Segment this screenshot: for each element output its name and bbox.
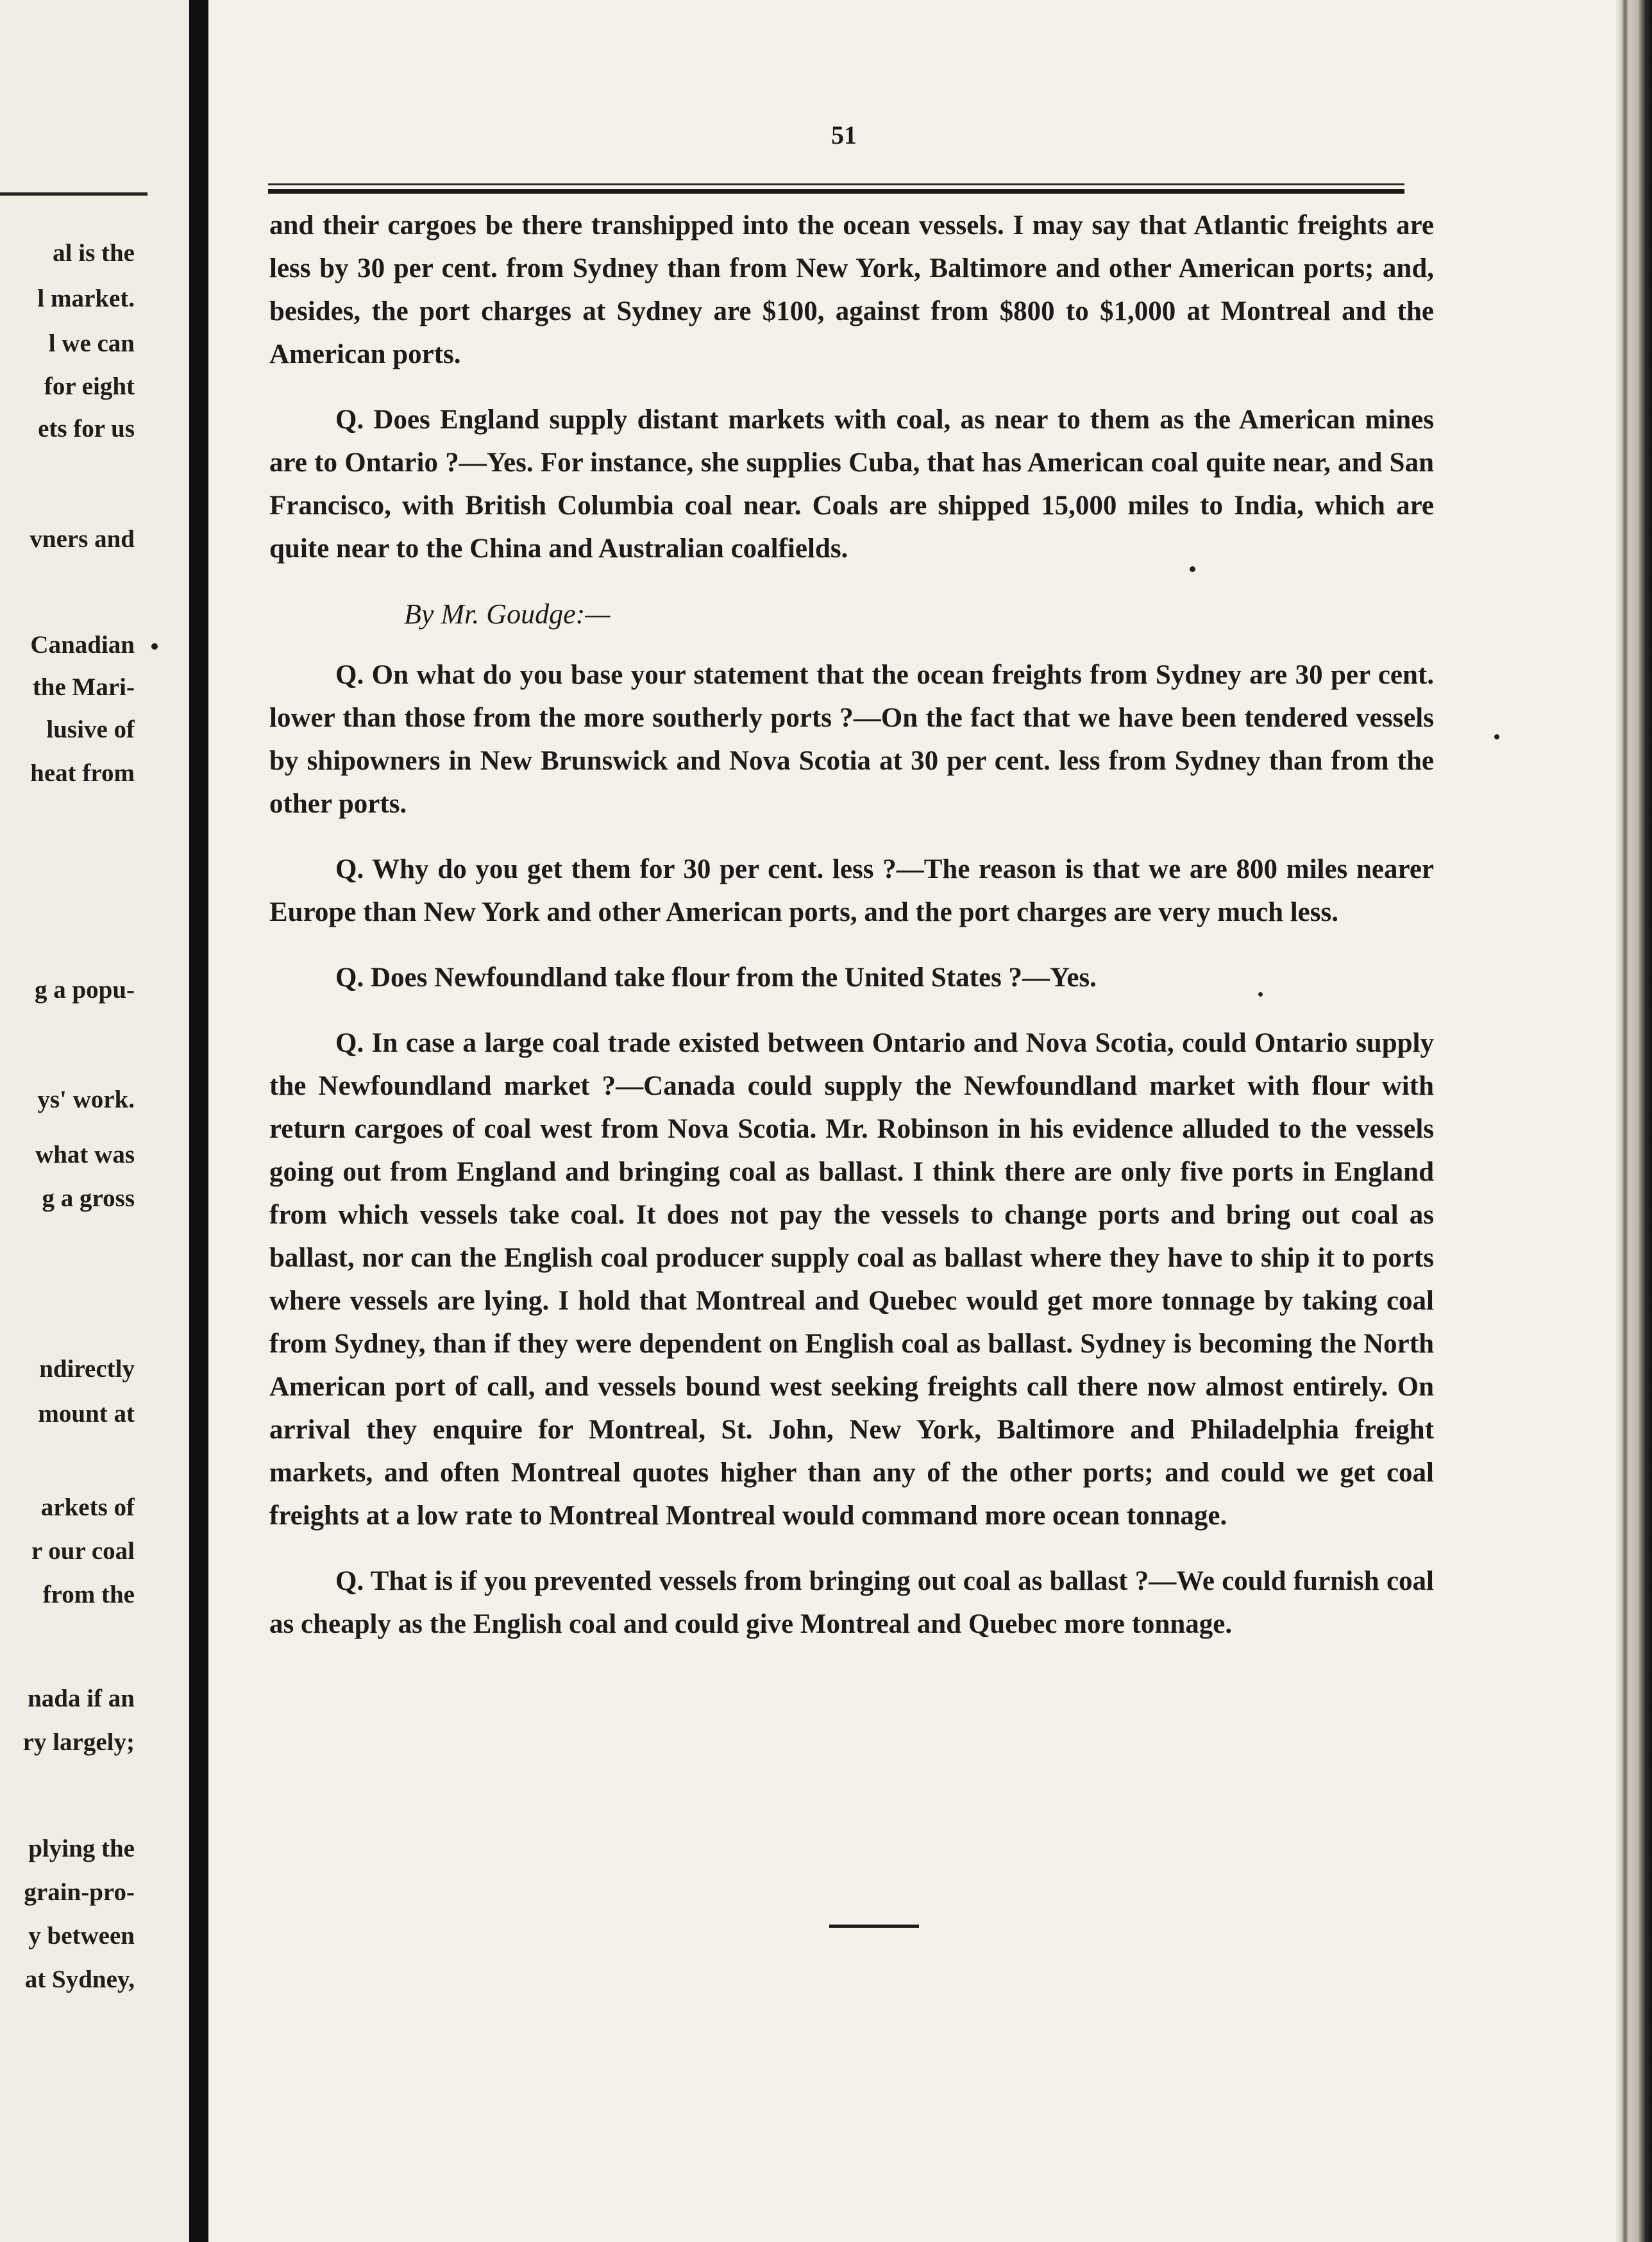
question-answer-paragraph: Q. Why do you get them for 30 per cent. less ?—The reason is that we are 800 miles nearer Europe than New York and other American ports, and the port charges are very much less. [269,854,1434,927]
facing-page-line: ry largely; [22,1728,135,1756]
continued-paragraph: and their cargoes be there transhipped into the ocean vessels. I may say that Atlantic freights are less by 30 per cent. from Sydney than from New York, Baltimore and other American ports; and, besides, the port charges at Sydney are $100, against from $800 to $1,000 at Montreal and the American ports. [269,210,1434,369]
facing-page-line: what was [35,1141,135,1168]
facing-page-line: r our coal [31,1537,135,1565]
ink-speck [151,643,158,650]
section-end-rule [829,1925,919,1928]
binding-gutter-right [1616,0,1652,2242]
question-answer-paragraph: Q. Does England supply distant markets with coal, as near to them as the American mines are to Ontario ?—Yes. For instance, she supplies Cuba, that has American coal quite near, and San Francisco, with British Columbia coal near. Coals are shipped 15,000 miles to India, which are quite near to the China and Australian coalfields. [269,405,1434,564]
facing-page-line: mount at [38,1400,135,1428]
facing-page-line: ndirectly [39,1355,135,1383]
question-answer-paragraph: Q. On what do you base your statement that the ocean freights from Sydney are 30 per cent. lower than those from the more southerly ports ?—On the fact that we have been tendered vessels by shipowners in New Brunswick and Nova Scotia at 30 per cent. less from Sydney than from the other ports. [269,660,1434,819]
facing-page-line: ys' work. [37,1086,135,1113]
facing-page-line: nada if an [28,1685,135,1712]
facing-page-line: y between [28,1922,135,1950]
ink-speck [1190,566,1195,572]
facing-page-line: vners and [30,525,135,553]
facing-page-line: g a popu- [34,976,135,1004]
question-answer-paragraph: Q. In case a large coal trade existed between Ontario and Nova Scotia, could Ontario supply the Newfoundland market ?—Canada could supply the Newfoundland market with flour with return cargoes of coal west from Nova Scotia. Mr. Robinson in his evidence alluded to the vessels going out from England and bringing coal as ballast. I think there are only five ports in England from which vessels take coal. It does not pay the vessels to change ports and bring out coal as ballast, nor can the English coal producer supply coal as ballast where they have to ship it to ports where vessels are lying. I hold that Montreal and Quebec would get more tonnage by taking coal from Sydney, than if they were dependent on English coal as ballast. Sydney is becoming the North American port of call, and vessels bound west seeking freights call there now almost entirely. On arrival they enquire for Montreal, St. John, New York, Baltimore and Philadelphia freight markets, and often Montreal quotes higher than any of the other ports; and could we get coal freights at a low rate to Montreal Montreal would command more ocean tonnage. [269,1028,1434,1531]
page-number: 51 [831,121,857,149]
facing-page-line: Canadian [30,631,135,659]
page-body-text [269,204,1434,1668]
facing-page-line: the Mari- [32,673,135,701]
facing-page-line: arkets of [40,1494,135,1521]
ink-speck [1258,992,1263,997]
facing-page-line: l market. [37,285,135,312]
facing-page-line: plying the [28,1835,135,1862]
facing-page-line: for eight [44,373,135,400]
facing-page-line: from the [42,1581,135,1608]
facing-page-fragment [0,0,189,2242]
facing-page-line: grain-pro- [24,1878,135,1906]
question-answer-paragraph: Q. Does Newfoundland take flour from the United States ?—Yes. [335,963,1097,993]
facing-page-line: heat from [30,759,135,787]
ink-speck [1494,734,1499,739]
facing-page-line: ets for us [38,415,135,442]
facing-page-line: l we can [48,330,135,357]
header-double-rule [268,183,1404,194]
facing-page-line: al is the [53,239,135,267]
facing-page-line: at Sydney, [24,1966,135,1993]
facing-page-rule [0,192,148,196]
examiner-heading: By Mr. Goudge:— [404,598,611,630]
facing-page-line: g a gross [42,1184,135,1212]
question-answer-paragraph: Q. That is if you prevented vessels from bringing out coal as ballast ?—We could furnish coal as cheaply as the English coal and could give Montreal and Quebec more tonnage. [269,1566,1434,1639]
binding-gutter-left [189,0,208,2242]
facing-page-line: lusive of [46,716,135,743]
